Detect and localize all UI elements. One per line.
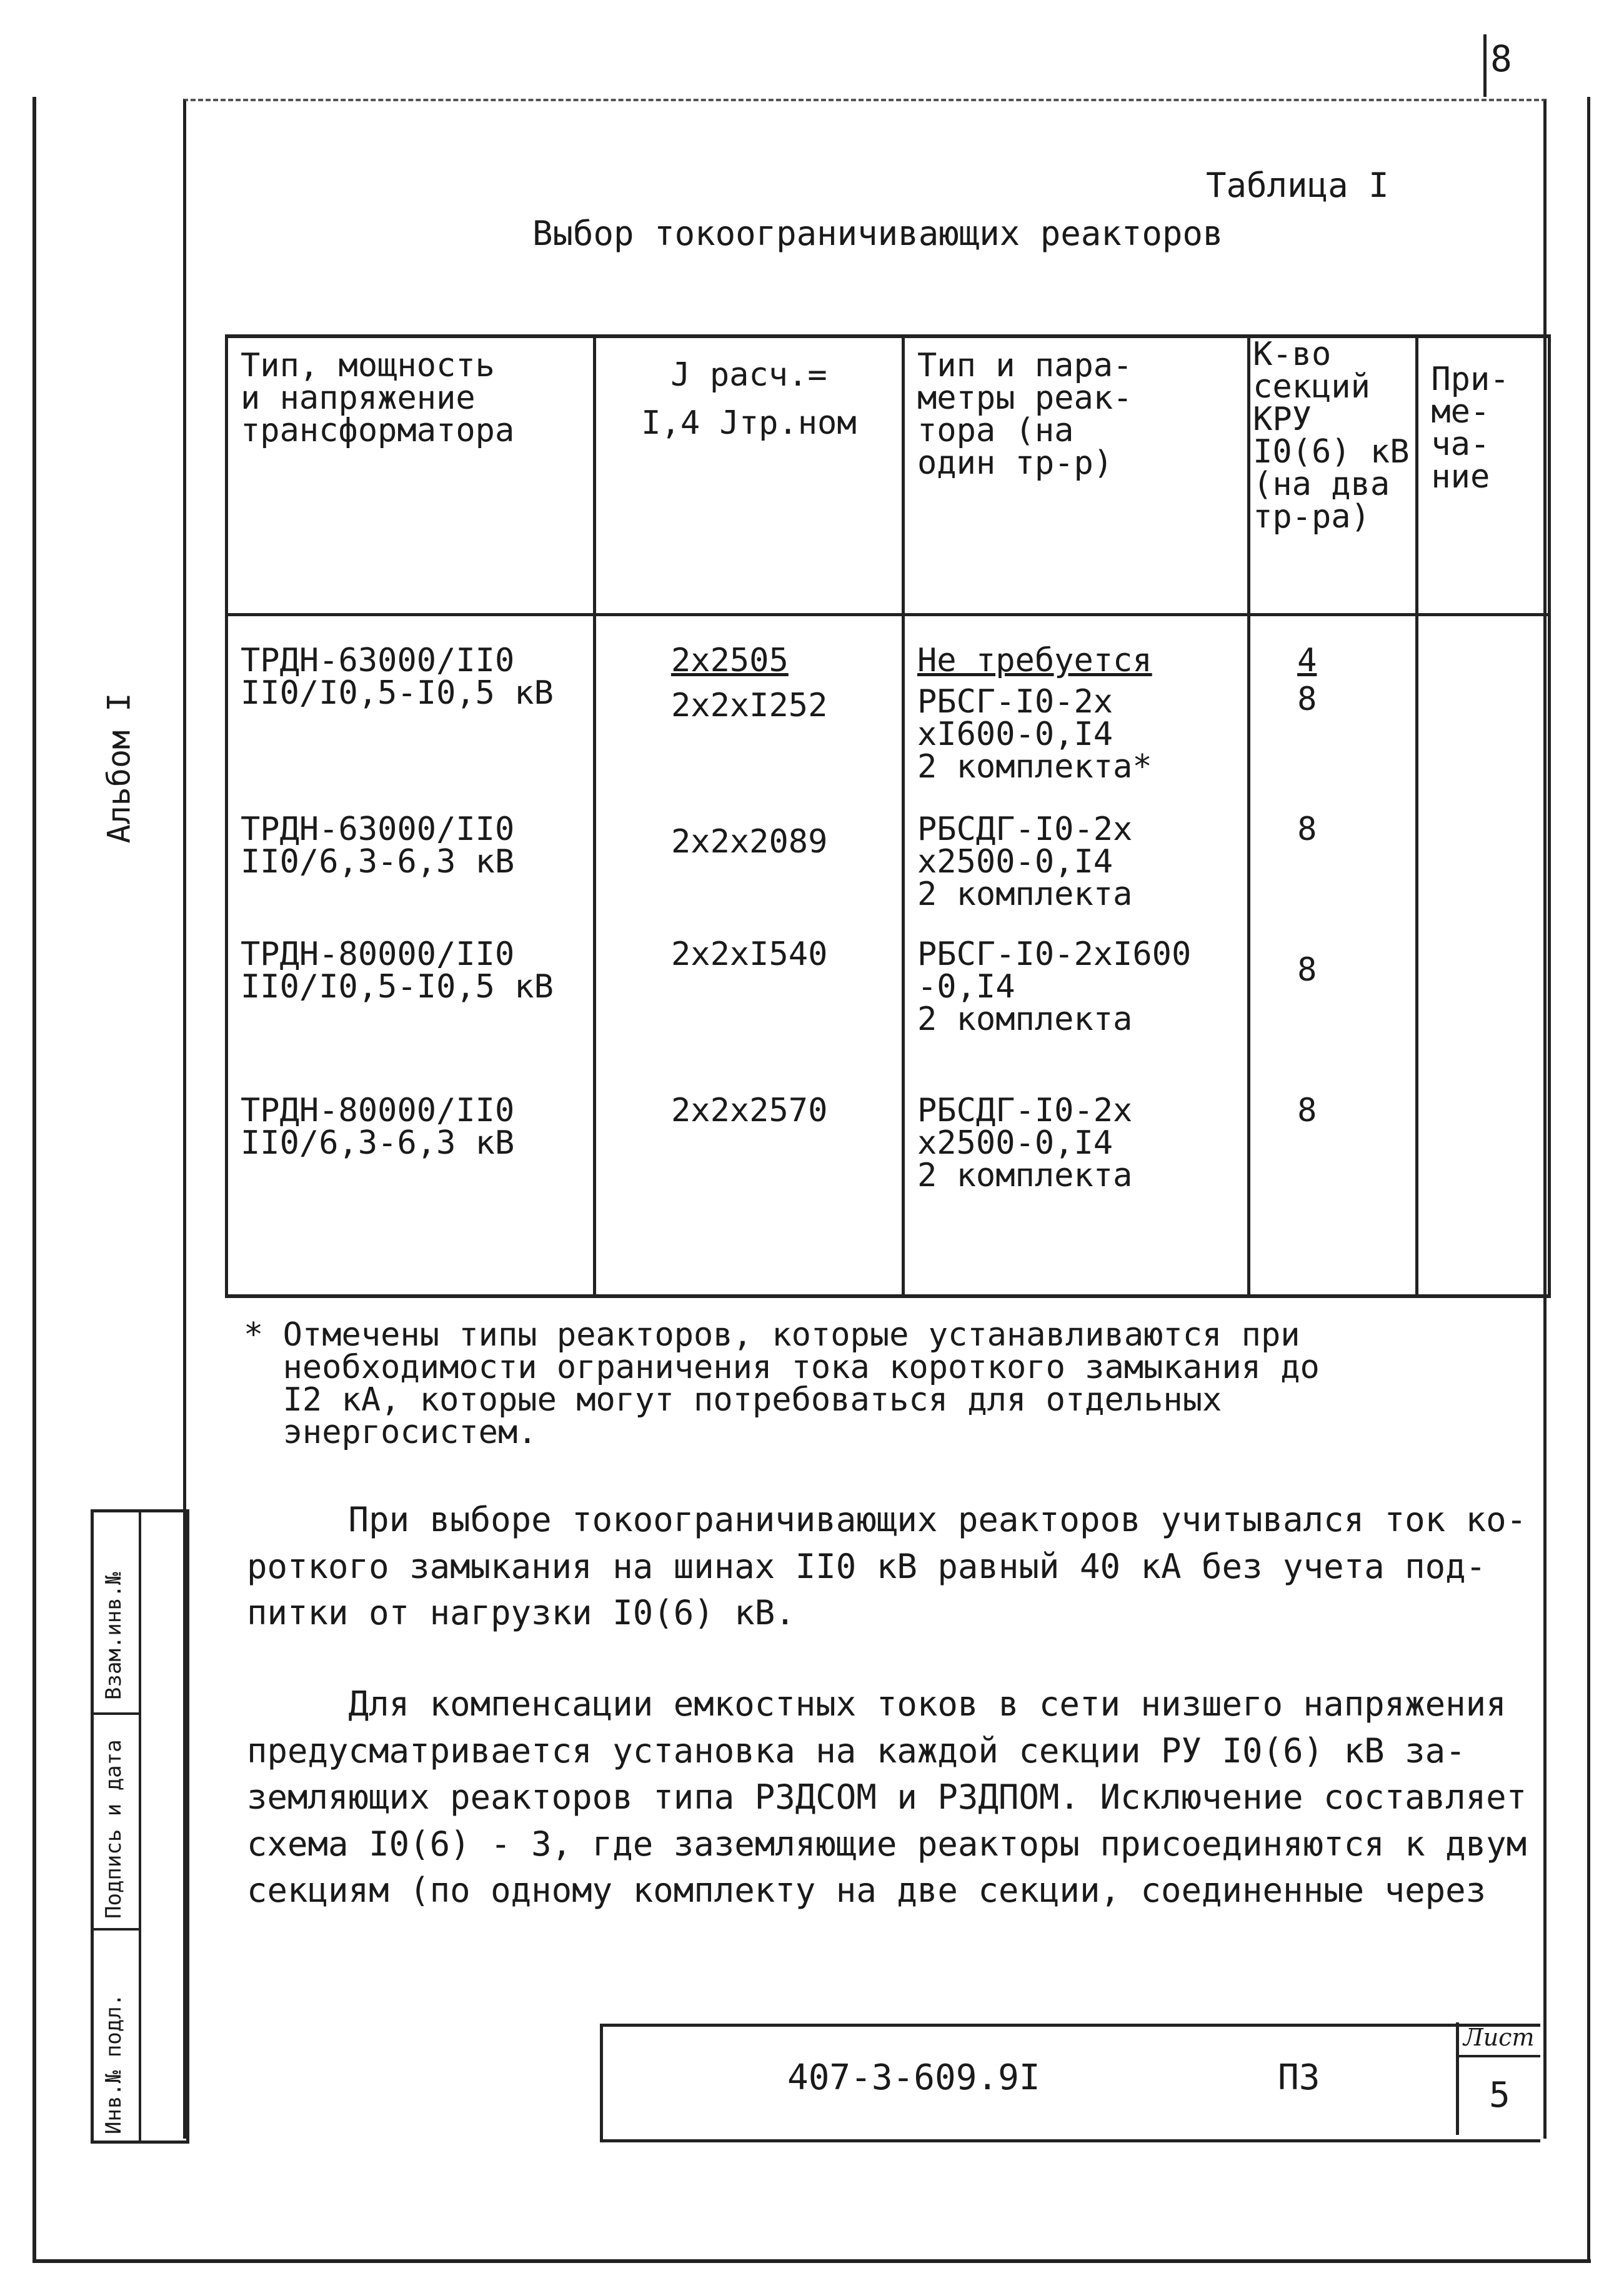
reactor-table: [225, 334, 1551, 1298]
album-label: Альбом I: [101, 692, 137, 844]
stamp-divider: [139, 1512, 141, 2141]
table-row: ТРДН-63000/II0 II0/6,3-6,3 кВ 2х2х2089 РБСДГ-I0-2х х2500-0,I4 2 комплекта 8: [227, 788, 1550, 922]
header-transformer: Тип, мощность и напряжение трансформатора: [227, 336, 595, 615]
sheet-number: 5: [1489, 2075, 1510, 2116]
paragraph-short-circuit: При выборе токоограничивающих реакторов учитывался ток ко- роткого замыкания на шинах II0 кВ равный 40 кА без учета под- питки от нагрузки I0(6) кВ.: [247, 1500, 1527, 1633]
stamp-label-replace: Взам.инв.№: [101, 1572, 126, 1700]
header-note: При- ме- ча- ние: [1417, 336, 1550, 615]
page-number: 8: [1490, 37, 1512, 80]
sheet-box-divider: [1456, 2055, 1540, 2057]
table-title: Выбор токоограничивающих реакторов: [532, 214, 1223, 253]
document-number: 407-3-609.9I: [787, 2057, 1040, 2098]
header-current: J расч.= I,4 Jтр.ном: [594, 336, 903, 615]
stamp-column: [91, 1509, 189, 2144]
table-row: ТРДН-80000/II0 II0/I0,5-I0,5 кВ 2х2хI540 РБСГ-I0-2хI600 -0,I4 2 комплекта 8: [227, 922, 1550, 1088]
table-number: Таблица I: [1206, 166, 1389, 205]
stamp-label-signature: Подпись и дата: [101, 1739, 126, 1919]
table-row: ТРДН-80000/II0 II0/6,3-6,3 кВ 2х2х2570 РБСДГ-I0-2х х2500-0,I4 2 комплекта 8: [227, 1088, 1550, 1296]
outer-frame-right: [1587, 97, 1590, 2259]
footnote: * Отмечены типы реакторов, которые устанавливаются при необходимости ограничения тока короткого замыкания до I2 кА, которые могут потребоваться для отдельных энергосистем.: [244, 1316, 1320, 1451]
header-sections: К-во секций КРУ I0(6) кВ (на два тр-ра): [1249, 336, 1417, 615]
sheet-label: Лист: [1463, 2024, 1535, 2051]
page-number-divider: [1483, 34, 1487, 97]
title-block: [600, 2024, 1540, 2142]
table-row: ТРДН-63000/II0 II0/I0,5-I0,5 кВ 2х2505 2х2хI252 Не требуется РБСГ-I0-2х хI600-0,I4 2 комплекта* 4 8: [227, 615, 1550, 789]
stamp-label-inventory: Инв.№ подл.: [101, 1993, 126, 2134]
document-code: ПЗ: [1278, 2057, 1320, 2098]
table-header-row: [227, 336, 1550, 615]
paragraph-compensation: Для компенсации емкостных токов в сети низшего напряжения предусматривается установка на каждой секции РУ I0(6) кВ за- земляющих реакторов типа РЗДСОМ и РЗДПОМ. Исключение составляет схема I0(6) - 3, где заземляющие реакторы присоединяются к двум секциям (по одному комплекту на две секции, соединенные через: [247, 1684, 1527, 1911]
header-reactor: Тип и пара- метры реак- тора (на один тр-р): [903, 336, 1248, 615]
